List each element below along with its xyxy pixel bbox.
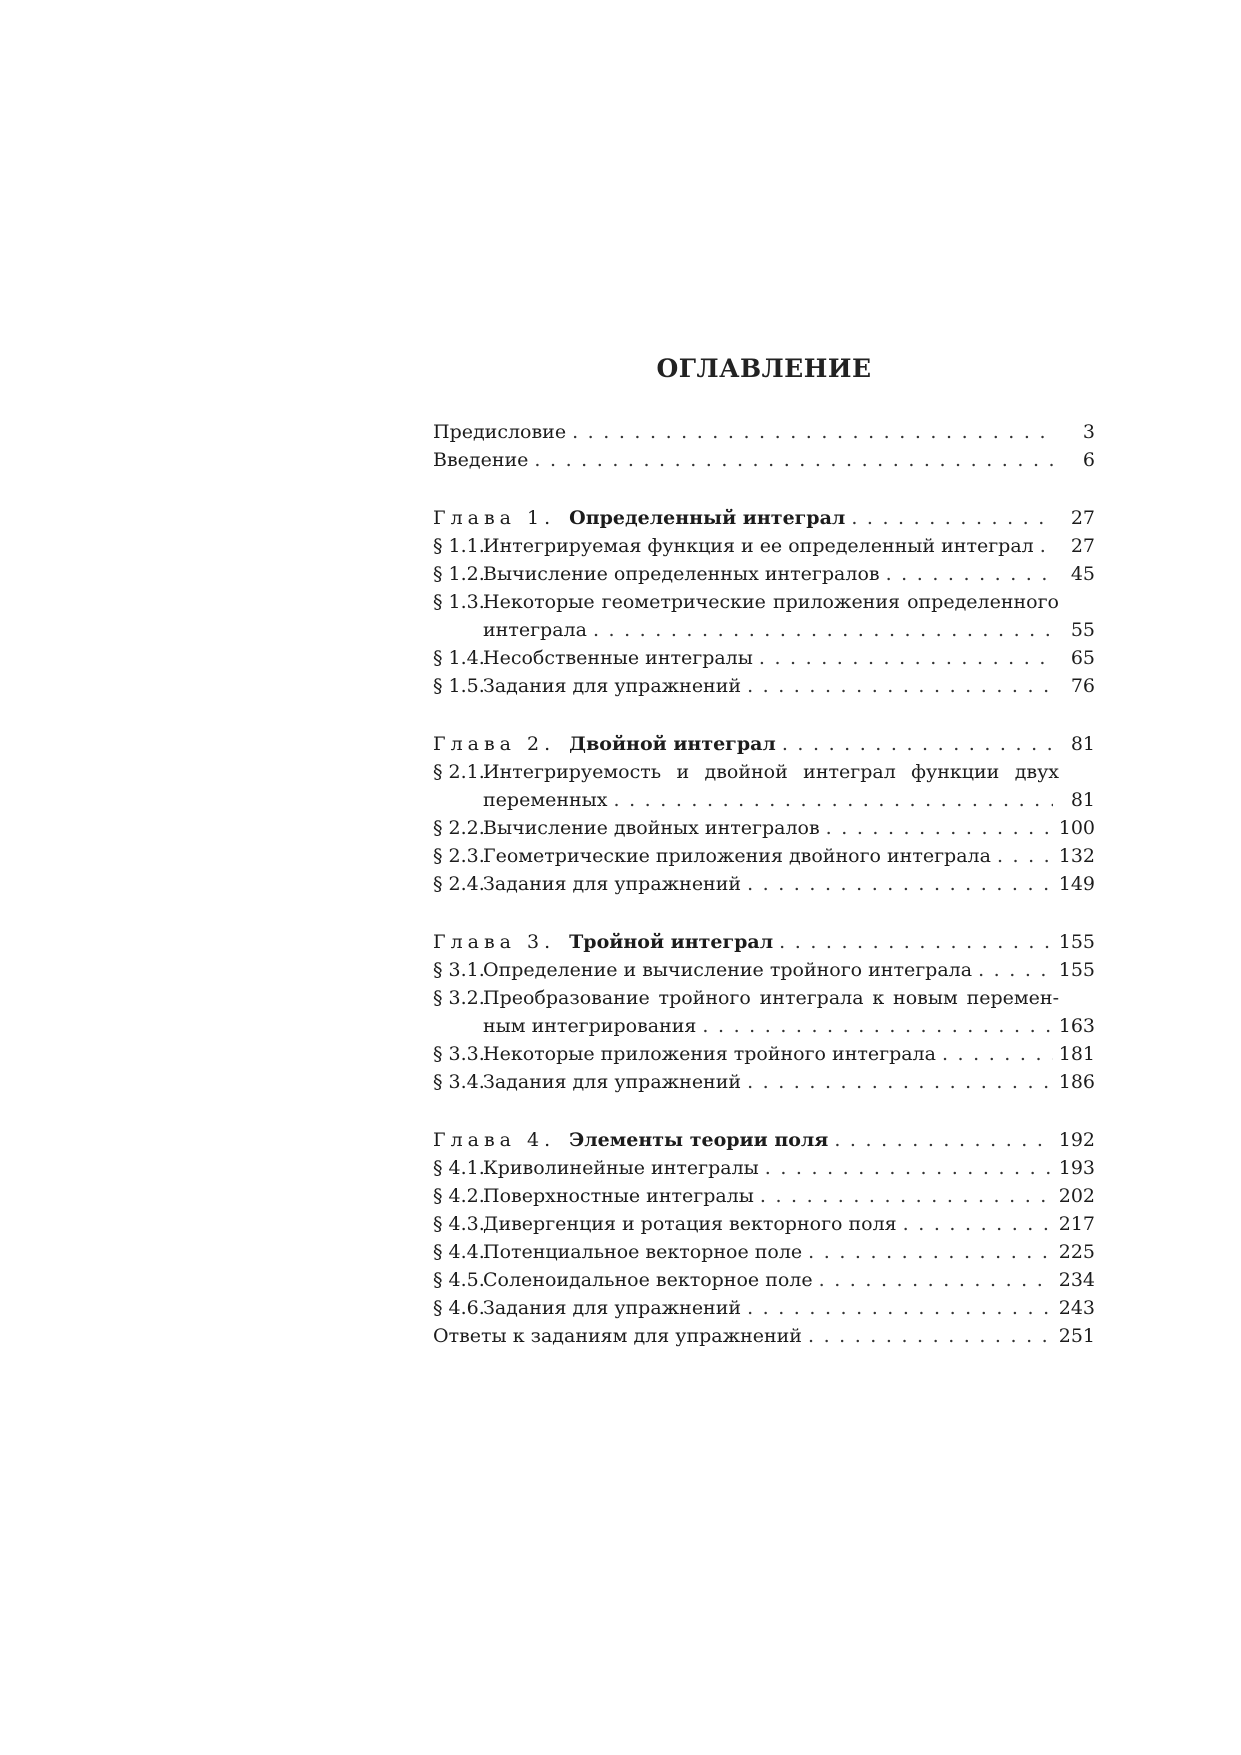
section-number: § 4.5. <box>433 1269 485 1291</box>
section-title-line-1: Интегрируемость и двойной интеграл функции двух <box>483 761 1059 783</box>
toc-chapter-1[interactable] <box>433 504 1095 532</box>
section-title: Геометрические приложения двойного интеграла <box>483 845 991 867</box>
chapter-title: Определенный интеграл <box>569 507 846 529</box>
spacer <box>433 1096 1095 1126</box>
section-title: Задания для упражнений <box>483 873 742 895</box>
dot-leader <box>534 446 1053 474</box>
dot-leader <box>747 1294 1053 1322</box>
section-title: Дивергенция и ротация векторного поля <box>483 1213 897 1235</box>
entry-title: Предисловие <box>433 421 567 443</box>
dot-leader <box>747 1068 1053 1096</box>
toc-section-2-3[interactable] <box>433 842 1095 870</box>
dot-leader <box>997 842 1053 870</box>
section-title: Интегрируемая функция и ее определенный интеграл <box>483 535 1034 557</box>
toc-section-1-3[interactable] <box>433 588 1095 616</box>
section-title: Некоторые приложения тройного интеграла <box>483 1043 936 1065</box>
page-title: ОГЛАВЛЕНИЕ <box>656 354 872 383</box>
dot-leader <box>779 928 1053 956</box>
dot-leader <box>747 672 1053 700</box>
dot-leader <box>572 418 1053 446</box>
section-title: Соленоидальное векторное поле <box>483 1269 813 1291</box>
toc-section-4-2[interactable] <box>433 1182 1095 1210</box>
spacer <box>433 898 1095 928</box>
page-number: 27 <box>1070 535 1095 557</box>
section-number: § 3.4. <box>433 1071 485 1093</box>
page-number: 149 <box>1058 873 1095 895</box>
page-number: 181 <box>1058 1043 1095 1065</box>
table-of-contents <box>433 418 1095 1350</box>
section-number: § 4.4. <box>433 1241 485 1263</box>
section-title: Поверхностные интегралы <box>483 1185 754 1207</box>
toc-chapter-4[interactable] <box>433 1126 1095 1154</box>
toc-section-2-4[interactable] <box>433 870 1095 898</box>
section-title-line-2: ным интегрирования <box>483 1015 697 1037</box>
section-title-line-1: Некоторые геометрические приложения определенного <box>483 591 1059 613</box>
toc-section-2-2[interactable] <box>433 814 1095 842</box>
section-title: Потенциальное векторное поле <box>483 1241 803 1263</box>
toc-section-4-1[interactable] <box>433 1154 1095 1182</box>
page-number: 132 <box>1058 845 1095 867</box>
section-title-line-1: Преобразование тройного интеграла к новым перемен- <box>483 987 1059 1009</box>
toc-entry-front-1[interactable] <box>433 446 1095 474</box>
dot-leader <box>593 616 1053 644</box>
dot-leader <box>903 1210 1053 1238</box>
section-number: § 1.2. <box>433 563 485 585</box>
toc-entry-back-0[interactable] <box>433 1322 1095 1350</box>
section-number: § 3.3. <box>433 1043 485 1065</box>
page-number: 3 <box>1082 421 1095 443</box>
section-number: § 4.1. <box>433 1157 485 1179</box>
toc-section-2-1[interactable] <box>433 758 1095 786</box>
page-number: 225 <box>1058 1241 1095 1263</box>
page-number: 81 <box>1070 789 1095 811</box>
chapter-label: Глава 4. <box>433 1129 556 1151</box>
section-title: Вычисление определенных интегралов <box>483 563 880 585</box>
section-title: Задания для упражнений <box>483 1071 742 1093</box>
section-number: § 2.3. <box>433 845 485 867</box>
page-number: 192 <box>1058 1129 1095 1151</box>
page-number: 217 <box>1058 1213 1095 1235</box>
page-number: 27 <box>1070 507 1095 529</box>
dot-leader <box>978 956 1053 984</box>
toc-section-4-4[interactable] <box>433 1238 1095 1266</box>
chapter-heading <box>433 1126 828 1154</box>
page-number: 243 <box>1058 1297 1095 1319</box>
chapter-title: Тройной интеграл <box>569 931 774 953</box>
page-number: 155 <box>1058 931 1095 953</box>
toc-section-1-2[interactable] <box>433 560 1095 588</box>
section-number: § 2.2. <box>433 817 485 839</box>
toc-section-4-3[interactable] <box>433 1210 1095 1238</box>
dot-leader <box>760 1182 1053 1210</box>
page-number: 234 <box>1058 1269 1095 1291</box>
section-number: § 1.3. <box>433 591 485 613</box>
page-number: 65 <box>1070 647 1095 669</box>
toc-section-1-3-cont[interactable] <box>433 616 1095 644</box>
section-number: § 1.5. <box>433 675 485 697</box>
toc-section-1-5[interactable] <box>433 672 1095 700</box>
page-number: 6 <box>1082 449 1095 471</box>
dot-leader <box>782 730 1053 758</box>
section-number: § 3.1. <box>433 959 485 981</box>
chapter-title: Элементы теории поля <box>569 1129 829 1151</box>
entry-title: Введение <box>433 449 529 471</box>
dot-leader <box>819 1266 1053 1294</box>
section-number: § 2.1. <box>433 761 485 783</box>
page-number: 45 <box>1070 563 1095 585</box>
toc-section-3-2[interactable] <box>433 984 1095 1012</box>
section-title: Задания для упражнений <box>483 1297 742 1319</box>
section-title: Несобственные интегралы <box>483 647 753 669</box>
page-number: 202 <box>1058 1185 1095 1207</box>
section-number: § 2.4. <box>433 873 485 895</box>
toc-section-4-6[interactable] <box>433 1294 1095 1322</box>
dot-leader <box>747 870 1053 898</box>
section-title: Криволинейные интегралы <box>483 1157 759 1179</box>
dot-leader <box>808 1322 1053 1350</box>
page-number: 55 <box>1070 619 1095 641</box>
toc-chapter-2[interactable] <box>433 730 1095 758</box>
chapter-heading <box>433 730 776 758</box>
page-number: 193 <box>1058 1157 1095 1179</box>
section-title: Вычисление двойных интегралов <box>483 817 820 839</box>
section-number: § 4.2. <box>433 1185 485 1207</box>
dot-leader <box>851 504 1053 532</box>
dot-leader <box>886 560 1053 588</box>
page-number: 186 <box>1058 1071 1095 1093</box>
dot-leader <box>702 1012 1052 1040</box>
toc-section-3-4[interactable] <box>433 1068 1095 1096</box>
dot-leader <box>1040 532 1053 560</box>
section-number: § 4.6. <box>433 1297 485 1319</box>
chapter-heading <box>433 928 773 956</box>
toc-section-3-3[interactable] <box>433 1040 1095 1068</box>
toc-section-2-1-cont[interactable] <box>433 786 1095 814</box>
section-number: § 1.1. <box>433 535 485 557</box>
toc-section-3-2-cont[interactable] <box>433 1012 1095 1040</box>
page-number: 163 <box>1058 1015 1095 1037</box>
toc-section-4-5[interactable] <box>433 1266 1095 1294</box>
dot-leader <box>614 786 1053 814</box>
toc-section-1-1[interactable] <box>433 532 1095 560</box>
chapter-label: Глава 3. <box>433 931 556 953</box>
entry-title: Ответы к заданиям для упражнений <box>433 1325 802 1347</box>
spacer <box>433 700 1095 730</box>
toc-entry-front-0[interactable] <box>433 418 1095 446</box>
section-number: § 1.4. <box>433 647 485 669</box>
chapter-heading <box>433 504 845 532</box>
dot-leader <box>826 814 1053 842</box>
spacer <box>433 474 1095 504</box>
toc-chapter-3[interactable] <box>433 928 1095 956</box>
page-number: 251 <box>1058 1325 1095 1347</box>
toc-section-3-1[interactable] <box>433 956 1095 984</box>
chapter-title: Двойной интеграл <box>569 733 776 755</box>
page-number: 76 <box>1070 675 1095 697</box>
dot-leader <box>765 1154 1053 1182</box>
section-title-line-2: интеграла <box>483 619 587 641</box>
dot-leader <box>834 1126 1052 1154</box>
dot-leader <box>759 644 1053 672</box>
section-number: § 4.3. <box>433 1213 485 1235</box>
section-title-line-2: переменных <box>483 789 608 811</box>
chapter-label: Глава 1. <box>433 507 556 529</box>
dot-leader <box>942 1040 1053 1068</box>
section-title: Определение и вычисление тройного интеграла <box>483 959 973 981</box>
toc-section-1-4[interactable] <box>433 644 1095 672</box>
section-number: § 3.2. <box>433 987 485 1009</box>
chapter-label: Глава 2. <box>433 733 556 755</box>
page-number: 100 <box>1058 817 1095 839</box>
page-number: 81 <box>1070 733 1095 755</box>
page-number: 155 <box>1058 959 1095 981</box>
section-title: Задания для упражнений <box>483 675 742 697</box>
dot-leader <box>808 1238 1053 1266</box>
